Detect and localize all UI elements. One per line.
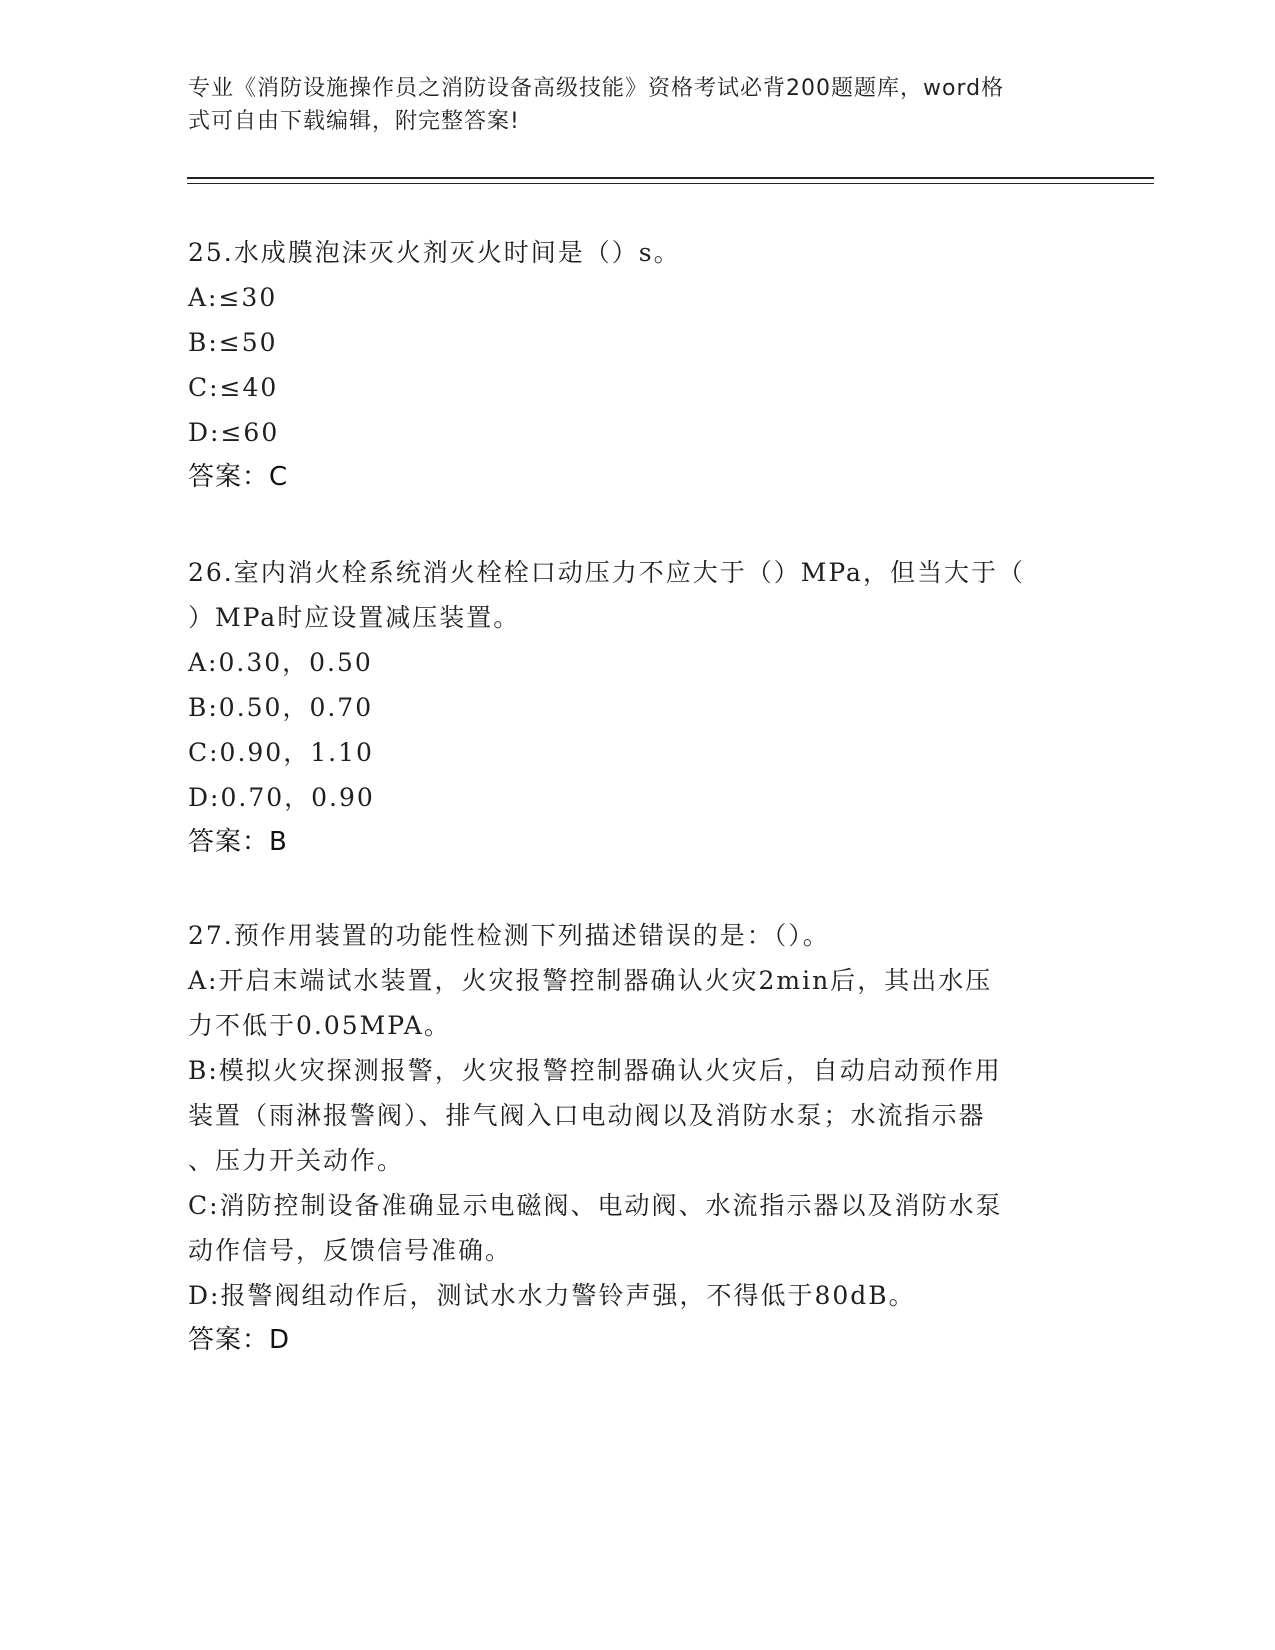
option-a-cont: 力不低于0.05MPA。 [188,1011,451,1040]
option-d: D:≤60 [188,418,280,447]
question-stem: 27.预作用装置的功能性检测下列描述错误的是：（）。 [188,921,830,950]
answer-label: 答案：B [188,827,288,857]
option-b-cont: 装置（雨淋报警阀）、排气阀入口电动阀以及消防水泵；水流指示器 [188,1101,986,1130]
option-d: D:报警阀组动作后，测试水水力警铃声强，不得低于80dB。 [188,1281,916,1310]
option-b: B:0.50，0.70 [188,693,374,722]
option-b: B:≤50 [188,328,278,357]
option-b-cont-2: 、压力开关动作。 [188,1146,405,1175]
option-a: A:开启末端试水装置，火灾报警控制器确认火灾2min后，其出水压 [188,966,993,995]
answer-label: 答案：C [188,462,289,492]
header-divider-thick [187,177,1154,179]
question-27 [188,913,1088,1363]
option-c: C:≤40 [188,373,279,402]
header-divider-thin [187,183,1154,184]
question-stem: 26.室内消火栓系统消火栓栓口动压力不应大于（）MPa，但当大于（ [188,558,1025,587]
option-a: A:0.30，0.50 [188,648,373,677]
answer-label: 答案：D [188,1325,291,1355]
header-line-1: 专业《消防设施操作员之消防设备高级技能》资格考试必背200题题库，word格 [188,76,1005,101]
option-d: D:0.70，0.90 [188,783,375,812]
header-line-2: 式可自由下载编辑，附完整答案! [188,109,520,134]
option-c: C:消防控制设备准确显示电磁阀、电动阀、水流指示器以及消防水泵 [188,1191,1003,1220]
question-25 [188,230,1088,500]
option-c-cont: 动作信号，反馈信号准确。 [188,1236,513,1265]
question-stem-cont: ）MPa时应设置减压装置。 [188,603,521,632]
option-a: A:≤30 [188,283,278,312]
question-stem: 25.水成膜泡沫灭火剂灭火时间是（）s。 [188,238,681,267]
question-26 [188,550,1088,865]
option-c: C:0.90，1.10 [188,738,374,767]
option-b: B:模拟火灾探测报警，火灾报警控制器确认火灾后，自动启动预作用 [188,1056,1002,1085]
document-header [188,72,1068,138]
